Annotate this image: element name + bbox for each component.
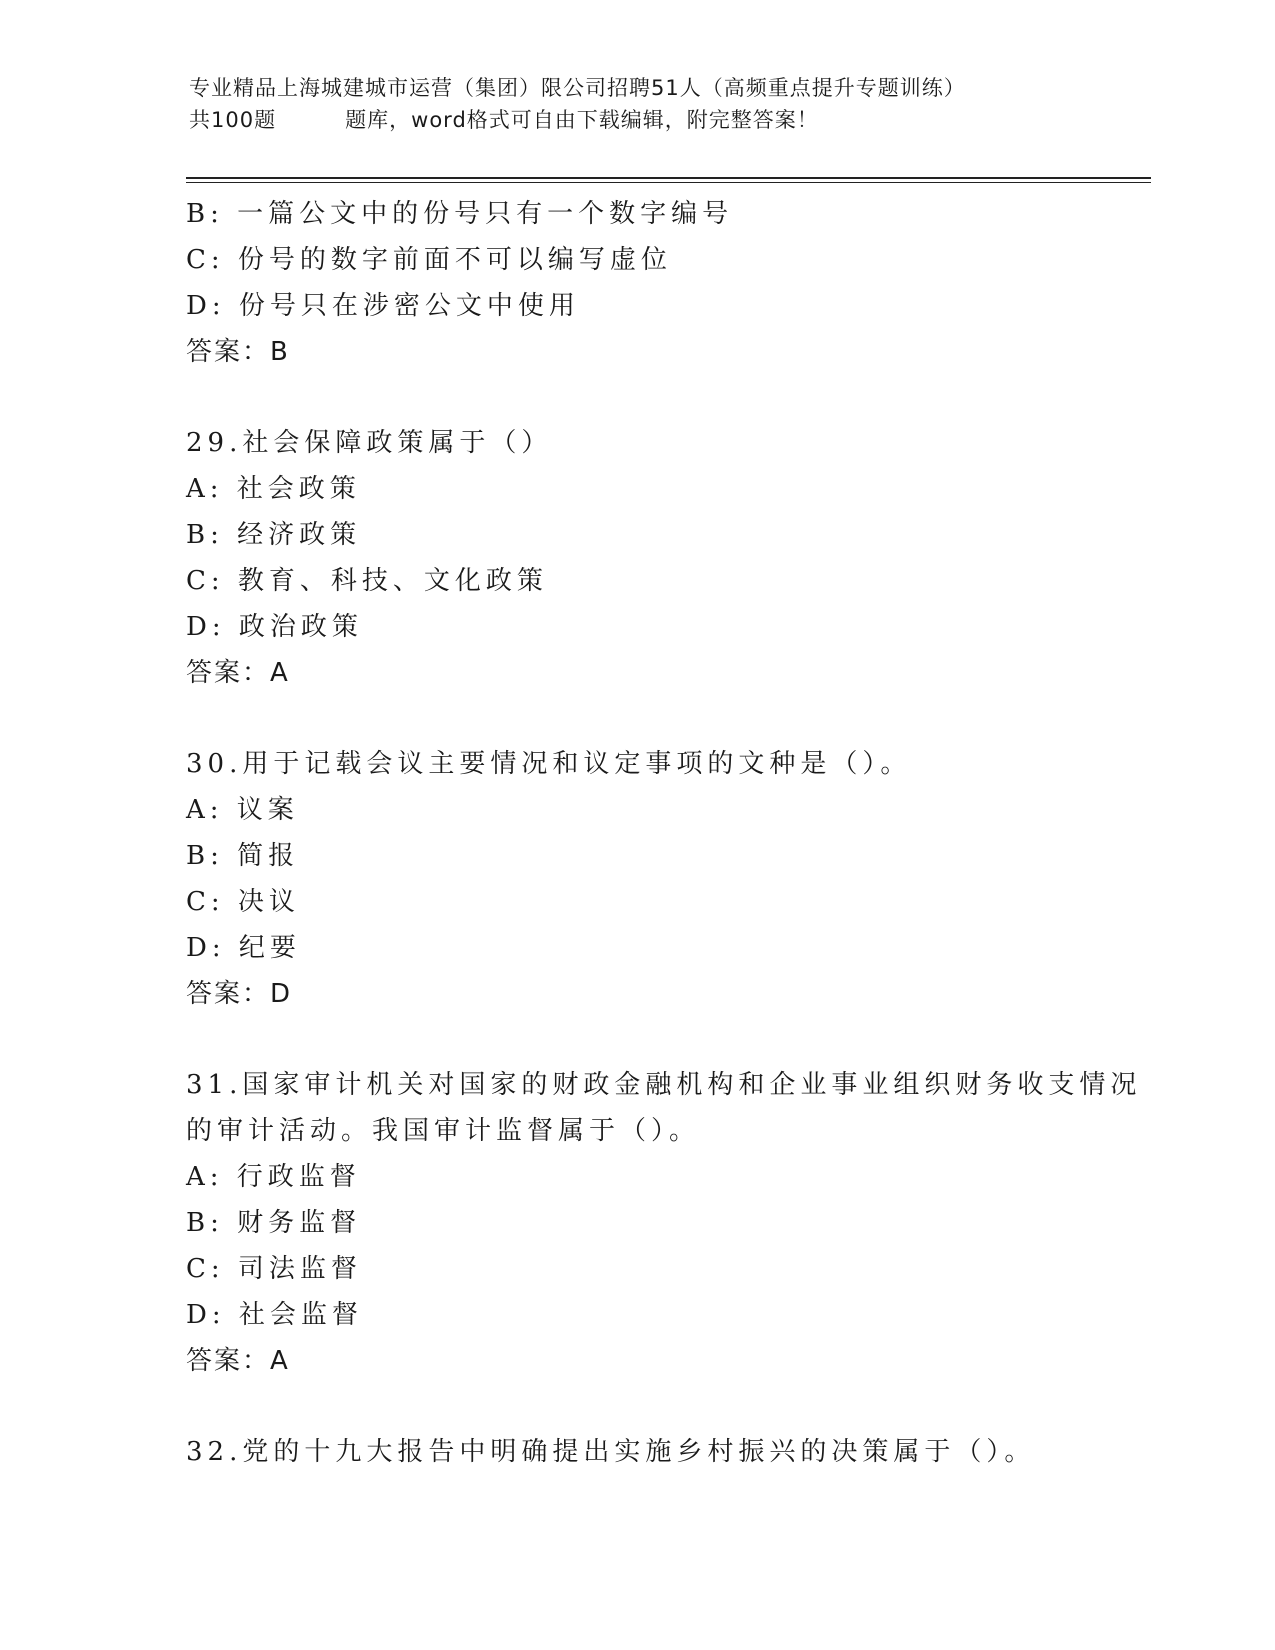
q31-option-c: C: 司法监督 — [186, 1254, 362, 1284]
q32-question: 32.党的十九大报告中明确提出实施乡村振兴的决策属于（）。 — [186, 1437, 1036, 1467]
q29-option-c: C: 教育、科技、文化政策 — [186, 566, 548, 596]
header-title-line2: 共100题 题库，word格式可自由下载编辑，附完整答案！ — [189, 108, 819, 132]
document-header — [189, 72, 1089, 136]
q28-option-c: C: 份号的数字前面不可以编写虚位 — [186, 245, 672, 275]
q30-option-b: B: 简报 — [186, 841, 300, 871]
q29-question: 29.社会保障政策属于（） — [186, 428, 553, 458]
q31-option-b: B: 财务监督 — [186, 1208, 362, 1238]
spacer — [186, 696, 1146, 741]
q30-option-a: A: 议案 — [186, 795, 299, 825]
q31-answer: 答案：A — [186, 1346, 290, 1376]
q30-option-c: C: 决议 — [186, 887, 300, 917]
q29-option-a: A: 社会政策 — [186, 474, 361, 504]
q30-option-d: D: 纪要 — [186, 933, 301, 963]
spacer — [186, 1384, 1146, 1429]
header-rule-thick — [186, 177, 1151, 179]
q31-question-line2: 的审计活动。我国审计监督属于（）。 — [186, 1116, 701, 1146]
spacer — [186, 375, 1146, 420]
q29-option-b: B: 经济政策 — [186, 520, 362, 550]
q28-option-b: B: 一篇公文中的份号只有一个数字编号 — [186, 199, 734, 229]
q30-answer: 答案：D — [186, 979, 293, 1009]
q28-answer: 答案：B — [186, 337, 290, 367]
q29-answer: 答案：A — [186, 658, 290, 688]
q31-question-line1: 31.国家审计机关对国家的财政金融机构和企业事业组织财务收支情况 — [186, 1070, 1142, 1100]
header-title-line1: 专业精品上海城建城市运营（集团）限公司招聘51人（高频重点提升专题训练） — [189, 76, 966, 100]
spacer — [186, 1017, 1146, 1062]
q28-option-d: D: 份号只在涉密公文中使用 — [186, 291, 580, 321]
q31-option-d: D: 社会监督 — [186, 1300, 363, 1330]
q31-option-a: A: 行政监督 — [186, 1162, 361, 1192]
q30-question: 30.用于记载会议主要情况和议定事项的文种是（）。 — [186, 749, 912, 779]
q29-option-d: D: 政治政策 — [186, 612, 363, 642]
question-list — [186, 191, 1146, 1475]
header-rule-thin — [186, 182, 1151, 183]
